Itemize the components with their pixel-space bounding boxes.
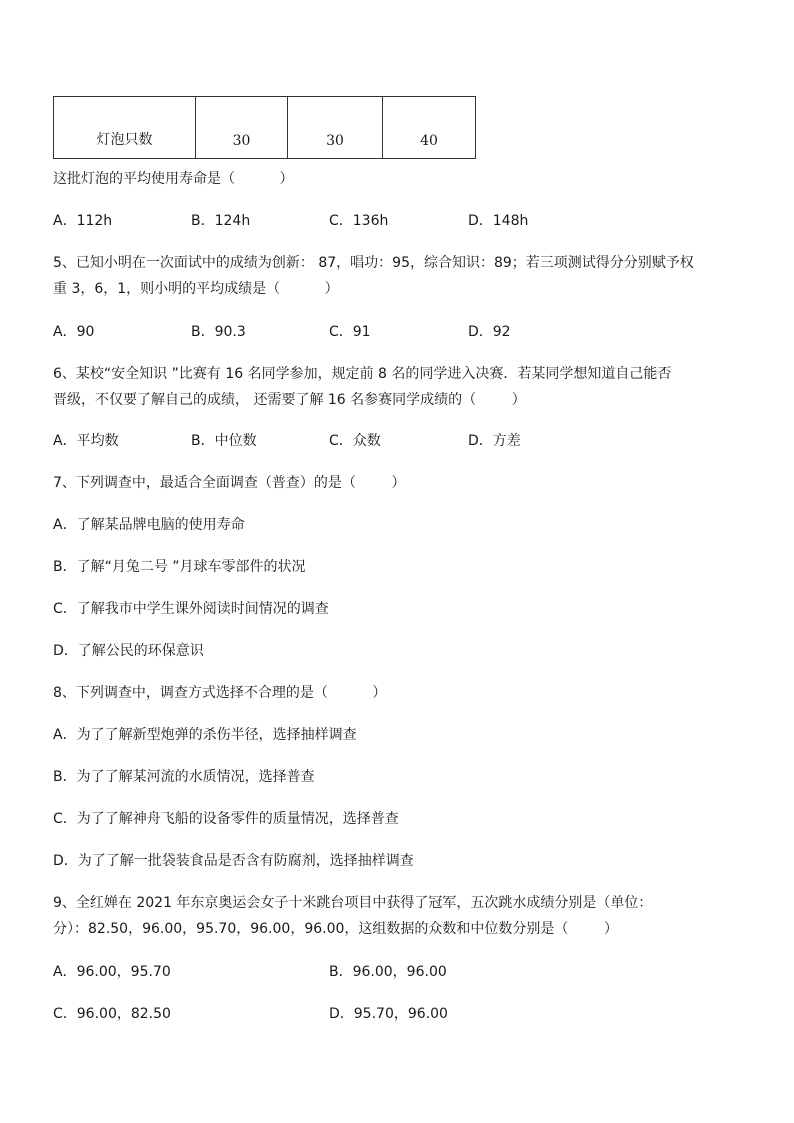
- q9-line2: 分）：82.50，96.00，95.70，96.00，96.00，这组数据的众数和中位数分别是（ ）: [53, 921, 618, 937]
- q4-option-b: B．124h: [191, 213, 251, 229]
- q9-option-d: D．95.70，96.00: [329, 1006, 448, 1022]
- q7-option-b: B．了解“月兔二号 ”月球车零部件的状况: [53, 559, 306, 575]
- q6-option-b: B．中位数: [191, 433, 257, 449]
- q4-option-c: C．136h: [329, 213, 389, 229]
- q6-option-d: D．方差: [468, 433, 521, 449]
- q9-option-c: C．96.00，82.50: [53, 1006, 171, 1022]
- q5-line2: 重 3，6，1，则小明的平均成绩是（ ）: [53, 281, 339, 297]
- q7-option-c: C．了解我市中学生课外阅读时间情况的调查: [53, 601, 329, 617]
- q4-option-d: D．148h: [468, 213, 529, 229]
- q5-option-a: A．90: [53, 324, 95, 340]
- q8-option-d: D．为了了解一批袋装食品是否含有防腐剂，选择抽样调查: [53, 853, 414, 869]
- q5-line1: 5、已知小明在一次面试中的成绩为创新： 87，唱功：95，综合知识：89；若三项测试得分分别赋予权: [53, 255, 694, 271]
- q8-option-c: C．为了了解神舟飞船的设备零件的质量情况，选择普查: [53, 811, 399, 827]
- q6-line2: 晋级，不仅要了解自己的成绩， 还需要了解 16 名参赛同学成绩的（ ）: [53, 392, 526, 408]
- table-cell: 40: [383, 97, 476, 159]
- q8-question: 8、下列调查中，调查方式选择不合理的是（ ）: [53, 685, 387, 701]
- q9-line1: 9、全红婵在 2021 年东京奥运会女子十米跳台项目中获得了冠军，五次跳水成绩分别是（单位：: [53, 895, 653, 911]
- q9-option-a: A．96.00，95.70: [53, 964, 171, 980]
- table-row: [54, 97, 476, 159]
- q5-option-b: B．90.3: [191, 324, 246, 340]
- table-cell: 30: [288, 97, 383, 159]
- q4-question: 这批灯泡的平均使用寿命是（ ）: [53, 171, 294, 187]
- q6-option-c: C．众数: [329, 433, 381, 449]
- q7-option-a: A．了解某品牌电脑的使用寿命: [53, 517, 245, 533]
- table-cell: 30: [196, 97, 288, 159]
- data-table: [53, 96, 476, 159]
- q8-option-b: B．为了了解某河流的水质情况，选择普查: [53, 769, 315, 785]
- q5-option-c: C．91: [329, 324, 371, 340]
- q5-option-d: D．92: [468, 324, 511, 340]
- q6-line1: 6、某校“安全知识 ”比赛有 16 名同学参加，规定前 8 名的同学进入决赛．若某同学想知道自己能否: [53, 366, 672, 382]
- q4-option-a: A．112h: [53, 213, 113, 229]
- q7-question: 7、下列调查中，最适合全面调查（普查）的是（ ）: [53, 475, 406, 491]
- q9-option-b: B．96.00，96.00: [329, 964, 447, 980]
- q7-option-d: D．了解公民的环保意识: [53, 643, 204, 659]
- q8-option-a: A．为了了解新型炮弹的杀伤半径，选择抽样调查: [53, 727, 357, 743]
- table-row-label: 灯泡只数: [54, 97, 196, 159]
- q6-option-a: A．平均数: [53, 433, 119, 449]
